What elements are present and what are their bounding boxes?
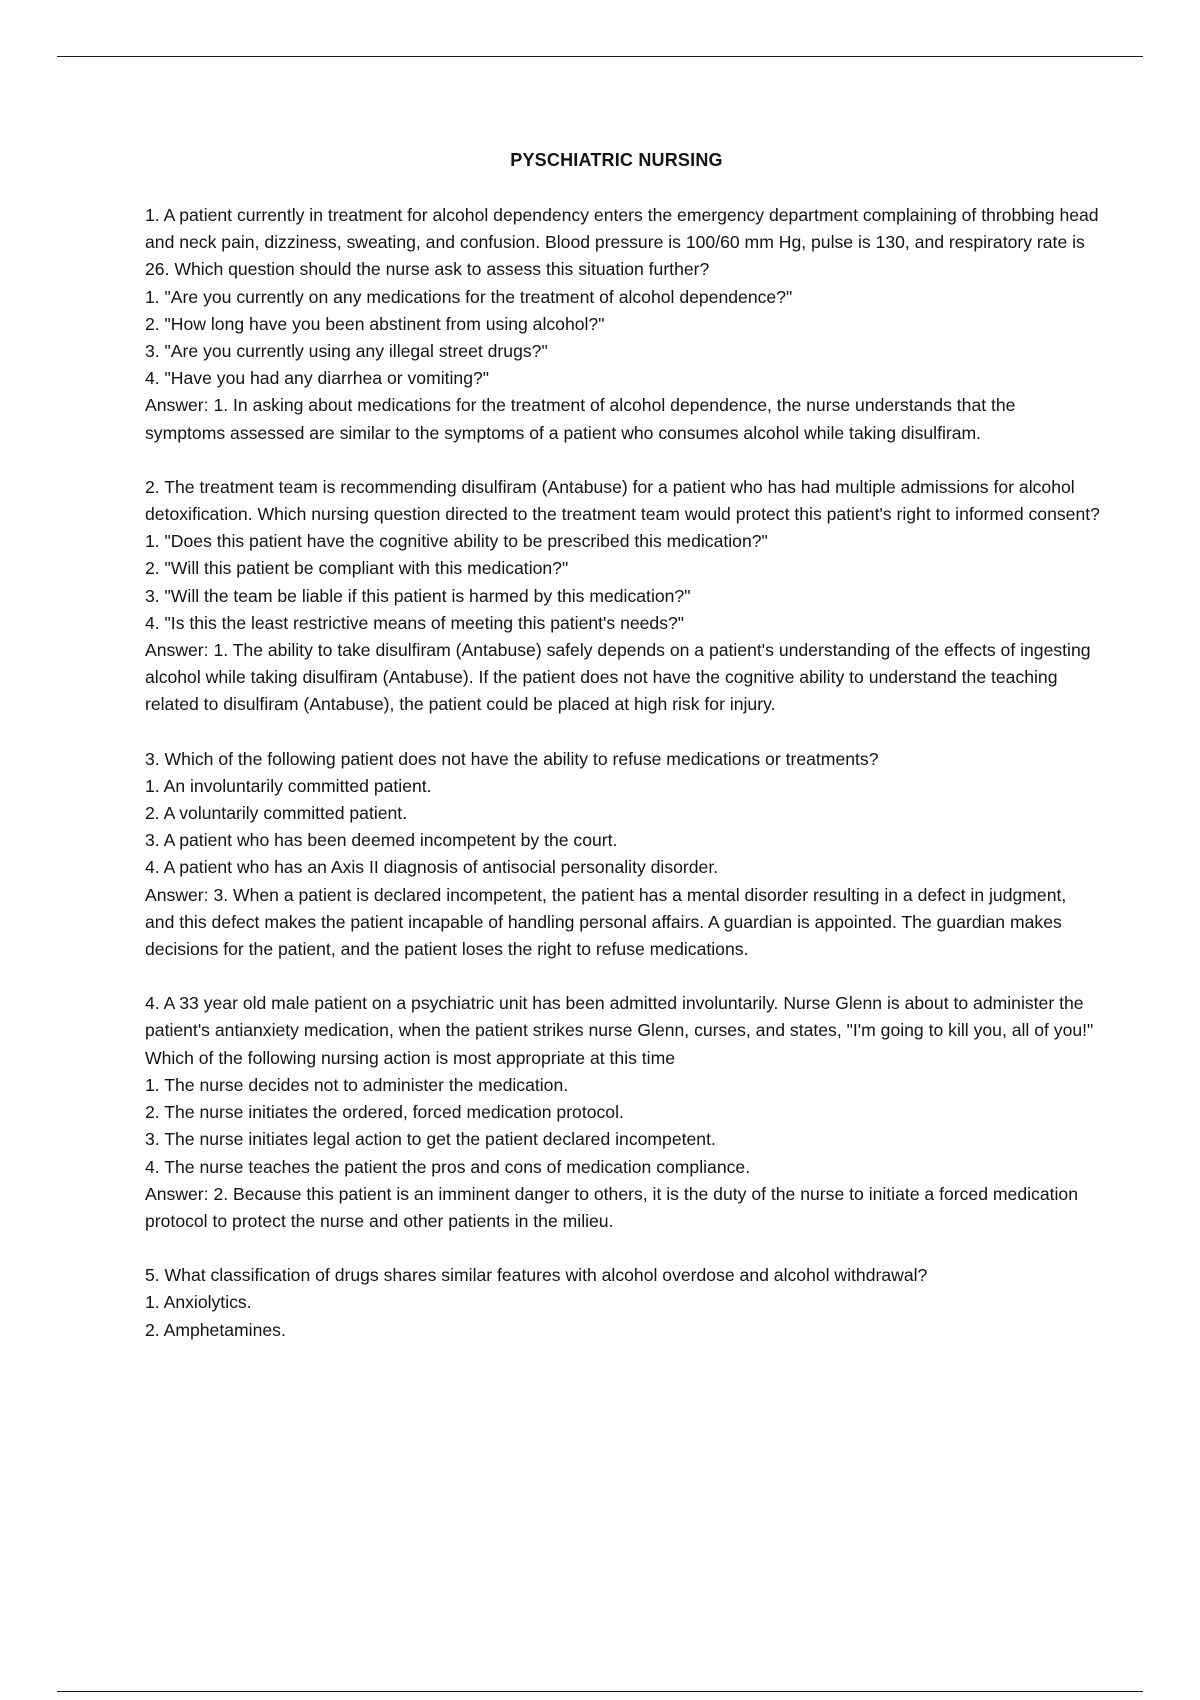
answer-text: Answer: 1. The ability to take disulfiram (Antabuse) safely depends on a patient's understanding of the effects of ingesting alcohol while taking disulfiram (Antabuse). If the patient does not have the cognitive ability to understand the teaching related to disulfiram (Antabuse), the patient could be placed at high risk for injury. <box>145 640 1091 715</box>
option-item: 1. The nurse decides not to administer the medication. <box>145 1074 569 1095</box>
question-stem: 5. What classification of drugs shares similar features with alcohol overdose and alcohol withdrawal? <box>145 1265 928 1286</box>
option-item: 2. The nurse initiates the ordered, forced medication protocol. <box>145 1102 624 1123</box>
option-list <box>145 773 1100 882</box>
question-stem: 3. Which of the following patient does not have the ability to refuse medications or treatments? <box>145 748 879 769</box>
answer-text: Answer: 3. When a patient is declared incompetent, the patient has a mental disorder resulting in a defect in judgment, and this defect makes the patient incapable of handling personal affairs. A guardian is appointed. The guardian makes decisions for the patient, and the patient loses the right to refuse medications. <box>145 884 1067 960</box>
question-5 <box>145 1262 1100 1344</box>
option-item: 1. "Are you currently on any medications for the treatment of alcohol dependence?" <box>145 286 793 307</box>
page-title: PYSCHIATRIC NURSING <box>510 150 723 170</box>
option-item: 2. Amphetamines. <box>145 1319 286 1340</box>
option-item: 1. Anxiolytics. <box>145 1292 252 1313</box>
option-item: 3. A patient who has been deemed incompetent by the court. <box>145 830 618 851</box>
option-item: 1. An involuntarily committed patient. <box>145 775 432 796</box>
top-rule <box>57 56 1143 57</box>
question-stem: 2. The treatment team is recommending disulfiram (Antabuse) for a patient who has had multiple admissions for alcohol detoxification. Which nursing question directed to the treatment team would protect this patient's right to informed consent? <box>145 476 1100 525</box>
question-stem: 1. A patient currently in treatment for alcohol dependency enters the emergency department complaining of throbbing head and neck pain, dizziness, sweating, and confusion. Blood pressure is 100/60 mm Hg, pulse is 130, and respiratory rate is 26. Which question should the nurse ask to assess this situation further? <box>145 205 1099 280</box>
option-item: 4. "Is this the least restrictive means of meeting this patient's needs?" <box>145 612 685 633</box>
option-item: 3. The nurse initiates legal action to get the patient declared incompetent. <box>145 1129 716 1150</box>
option-list <box>145 1289 1100 1343</box>
question-2 <box>145 474 1100 719</box>
option-item: 2. A voluntarily committed patient. <box>145 803 408 824</box>
option-list <box>145 284 1100 393</box>
document-body <box>145 202 1100 1371</box>
option-item: 4. "Have you had any diarrhea or vomiting?" <box>145 368 490 389</box>
question-stem: 4. A 33 year old male patient on a psychiatric unit has been admitted involuntarily. Nurse Glenn is about to administer the patient's antianxiety medication, when the patient strikes nurse Glenn, curses, and states, "I'm going to kill you, all of you!" Which of the following nursing action is most appropriate at this time <box>145 993 1094 1068</box>
bottom-rule <box>57 1691 1143 1692</box>
option-item: 2. "Will this patient be compliant with this medication?" <box>145 558 569 579</box>
option-list <box>145 1072 1100 1181</box>
answer-text: Answer: 2. Because this patient is an imminent danger to others, it is the duty of the nurse to initiate a forced medication protocol to protect the nurse and other patients in the milieu. <box>145 1183 1078 1231</box>
option-item: 2. "How long have you been abstinent from using alcohol?" <box>145 313 605 334</box>
option-item: 4. The nurse teaches the patient the pros and cons of medication compliance. <box>145 1156 751 1177</box>
question-3 <box>145 746 1100 964</box>
answer-text: Answer: 1. In asking about medications for the treatment of alcohol dependence, the nurse understands that the symptoms assessed are similar to the symptoms of a patient who consumes alcohol while taking disulfiram. <box>145 395 1016 443</box>
option-list <box>145 528 1100 637</box>
question-1 <box>145 202 1100 447</box>
option-item: 1. "Does this patient have the cognitive ability to be prescribed this medication?" <box>145 531 768 552</box>
question-4 <box>145 990 1100 1235</box>
option-item: 4. A patient who has an Axis II diagnosis of antisocial personality disorder. <box>145 857 719 878</box>
option-item: 3. "Are you currently using any illegal street drugs?" <box>145 341 548 362</box>
option-item: 3. "Will the team be liable if this patient is harmed by this medication?" <box>145 585 691 606</box>
